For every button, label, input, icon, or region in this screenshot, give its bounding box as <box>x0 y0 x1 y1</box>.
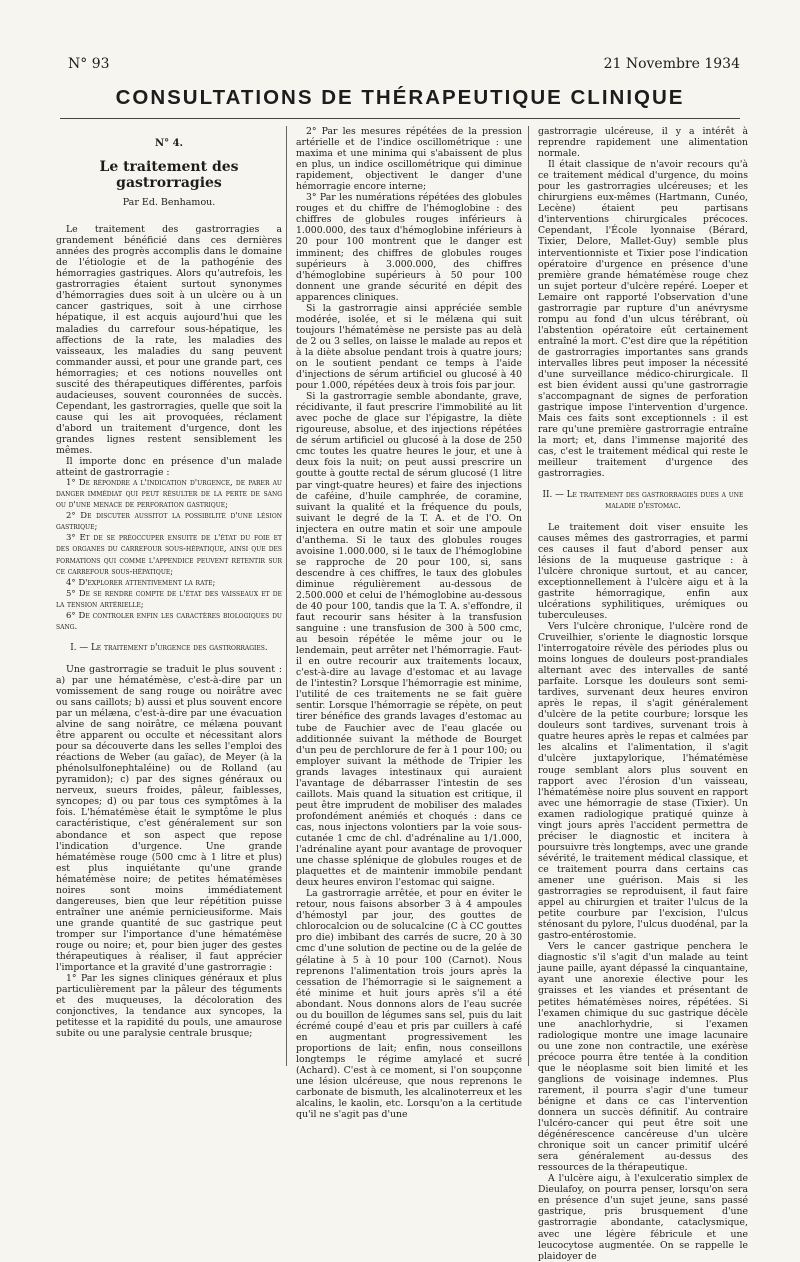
paragraph: Vers l'ulcère chronique, l'ulcère rond de Cruveilhier, s'oriente le diagnostic lorsque l'interrogatoire révèle des périodes plus ou moins longues de douleurs post-prandiales alternant avec des intervalles de santé parfaite. Lorsque les douleurs sont semi-tardives, survenant deux heures environ après le repas, il s'agit généralement d'ulcère de la petite courbure; lorsque les douleurs sont tardives, survenant trois à quatre heures après le repas et calmées par les alcalins et l'alimentation, il s'agit d'ulcère juxtapylorique, l'hématémèse rouge semblant alors plus souvent en rapport avec l'érosion d'un vaisseau, l'hématémèse noire plus souvent en rapport avec une hémorragie de stase (Tixier). Un examen radiologique pratiqué quinze à vingt jours après l'accident permettra de préciser le diagnostic et incitera à poursuivre très longtemps, avec une grande sévérité, le traitement médical classique, et ce traitement pourra dans certains cas amener une guérison. Mais si les gastrorragies se reproduisent, il faut faire appel au chirurgien et traiter l'ulcus de la petite courbure par l'excision, l'ulcus sténosant du pylore, l'ulcus duodénal, par la gastro-entérostomie. <box>538 620 748 942</box>
column-divider-2 <box>528 126 529 1066</box>
list-item: 1° De répondre a l'indication d'urgence, de parer au danger immédiat qui peut résulter de la perte de sang ou d'une menace de perforation gastrique; <box>56 478 282 511</box>
paragraph: Si la gastrorragie semble abondante, grave, récidivante, il faut prescrire l'immobilité au lit avec poche de glace sur l'épigastre, la diète rigoureuse, absolue, et des injections répétées de sérum artificiel ou glucosé à la dose de 250 cmc toutes les quatre heures le jour, et une à deux fois la nuit; on peut aussi prescrire un goutte à goutte rectal de sérum glucosé (1 litre par vingt-quatre heures) et faire des injections de caféine, d'huile camphrée, de coramine, suivant la qualité et la fréquence du pouls, suivant le degré de la T. A. et de l'O. On injectera en outre matin et soir une ampoule d'anthema. Si le taux des globules rouges avoisine 1.000.000, si le taux de l'hémoglobine se rapproche de 20 pour 100, si, sans descendre à ces chiffres, le taux des globules diminue régulièrement au-dessous de 2.500.000 et celui de l'hémoglobine au-dessous de 40 pour 100, tandis que la T. A. s'effondre, il faut recourir sans hésiter à la transfusion sanguine : une transfusion de 300 à 500 cmc, au besoin répétée le même jour ou le lendemain, peut arrêter net l'hémorragie. Faut-il en outre recourir aux traitements locaux, c'est-à-dire au lavage d'estomac et au lavage de l'intestin? Lorsque l'hémorragie est minime, l'utilité de ces traitements ne se fait guère sentir. Lorsque l'hémorragie se répète, on peut tirer bénéfice des grands lavages d'estomac au tube de Fauchier avec de l'eau glacée ou additionnée suivant la méthode de Bourget d'un peu de perchlorure de fer à 1 pour 100; ou employer suivant la méthode de Tripier les grands lavages intestinaux qui auraient l'avantage de débarrasser l'intestin de ses caillots. Mais quand la situation est critique, il peut être imprudent de mobiliser des malades profondément anémiés et choqués : dans ce cas, nous injectons volontiers par la voie sous-cutanée 1 cmc de chl. d'adrénaline au 1/1.000, l'adrénaline ayant pour avantage de provoquer une chasse splénique de globules rouges et de plaquettes et de maintenir immobile pendant deux heures environ l'estomac qui saigne. <box>296 391 522 889</box>
paragraph: 1° Par les signes cliniques généraux et plus particulièrement par la pâleur des téguments et des muqueuses, la décoloration des conjonctives, la tendance aux syncopes, la petitesse et la rapidité du pouls, une amaurose subite ou une paralysie centrale brusque; <box>56 973 282 1040</box>
paragraph: 2° Par les mesures répétées de la pression artérielle et de l'indice oscillométrique : une maxima et une minima qui s'abaissent de plus en plus, un indice oscillométrique qui diminue rapidement, objectivent le danger d'une hémorragie encore interne; <box>296 126 522 193</box>
paragraph: Il importe donc en présence d'un malade atteint de gastrorragie : <box>56 456 282 479</box>
list-item: 4° D'explorer attentivement la rate; <box>66 577 216 588</box>
article-title: Le traitement des gastrorragies <box>99 159 239 192</box>
paragraph: Le traitement doit viser ensuite les causes mêmes des gastrorragies, et parmi ces causes il faut d'abord penser aux lésions de la muqueuse gastrique : à l'ulcère chronique surtout, et au cancer, exceptionnellement à l'ulcère aigu et à la gastrite hémorragique, enfin aux ulcérations syphilitiques, urémiques ou tuberculeuses. <box>538 521 748 621</box>
issue-date: 21 Novembre 1934 <box>603 56 740 72</box>
section-heading-1: I. — Le traitement d'urgence des gastrorragies. <box>70 642 268 653</box>
column-divider-1 <box>286 126 287 1066</box>
title-rule <box>60 118 740 119</box>
section-heading-2: II. — Le traitement des gastrorragies dues a une maladie d'estomac. <box>542 489 744 511</box>
column-2 <box>296 126 522 1121</box>
list-item: 2° De discuter aussitot la possibilité d'une lésion gastrique; <box>56 511 282 533</box>
list-item: 5° De se rendre compte de l'état des vaisseaux et de la tension artérielle; <box>56 588 282 610</box>
paragraph: Une gastrorragie se traduit le plus souvent : a) par une hématémèse, c'est-à-dire par un vomissement de sang rouge ou noirâtre avec ou sans caillots; b) aussi et plus souvent encore par un mélæna, c'est-à-dire par une évacuation alvine de sang noirâtre, ce mélæna pouvant être apparent ou occulte et nécessitant alors pour sa découverte dans les selles l'emploi des réactions de Weber (au gaïac), de Meyer (à la phénolsulfonephtaléine) ou de Rolland (au pyramidon); c) par des signes généraux ou nerveux, sueurs froides, pâleur, faiblesses, syncopes; d) ou par tous ces symptômes à la fois. L'hématémèse était le symptôme le plus caractéristique, c'est généralement sur son abondance et son aspect que repose l'indication d'urgence. Une grande hématémèse rouge (500 cmc à 1 litre et plus) est plus inquiétante qu'une grande hématémèse noire; de petites hématémèses noires sont moins immédiatement dangereuses, bien que leur répétition puisse entraîner une anémie pernicieusiforme. Mais une grande quantité de suc gastrique peut tromper sur l'importance d'une hématémèse rouge ou noire; et, pour bien juger des gestes thérapeutiques à réaliser, il faut apprécier l'importance et la gravité d'une gastrorragie : <box>56 663 282 974</box>
column-3 <box>538 126 748 1262</box>
paragraph: Il était classique de n'avoir recours qu'à ce traitement médical d'urgence, du moins pour les gastrorragies ulcéreuses; et les chirurgiens eux-mêmes (Hartmann, Cunéo, Lecène) étaient peu partisans d'interventions chirurgicales précoces. Cependant, l'École lyonnaise (Bérard, Tixier, Delore, Mallet-Guy) semble plus interventionniste et Tixier pose l'indication opératoire d'urgence en présence d'une première grande hématémèse rouge chez un sujet porteur d'ulcère repéré. Loeper et Lemaire ont rapporté l'observation d'une gastrorragie par rupture d'un anévrysme rompu au fond d'un ulcus térébrant, où l'abstention opératoire eût certainement entraîné la mort. C'est dire que la répétition de gastrorragies importantes sans grands intervalles libres peut imposer la nécessité d'une surveillance médico-chirurgicale. Il est bien évident aussi qu'une gastrorragie s'accompagnant de signes de perforation gastrique impose l'intervention d'urgence. Mais ces faits sont exceptionnels : il est rare qu'une première gastrorragie entraîne la mort; et, dans l'immense majorité des cas, c'est le traitement médical qui reste le meilleur traitement d'urgence des gastrorragies. <box>538 159 748 480</box>
paragraph: gastrorragie ulcéreuse, il y a intérêt à reprendre rapidement une alimentation normale. <box>538 126 748 160</box>
paragraph: La gastrorragie arrêtée, et pour en éviter le retour, nous faisons absorber 3 à 4 ampoules d'hémostyl par jour, des gouttes de chlorocalcion ou de solucalcine (C à CC gouttes pro die) imbibant des carrés de sucre, 20 à 30 cmc d'une solution de pectine ou de la gelée de gélatine à 5 à 10 pour 100 (Carnot). Nous reprenons l'alimentation trois jours après la cessation de l'hémorragie si le saignement a été minime et huit jours après s'il a été abondant. Nous donnons alors de l'eau sucrée ou du bouillon de légumes sans sel, puis du lait écrémé coupé d'eau et pris par cuillers à café en augmentant progressivement les proportions de lait; enfin, nous conseillons longtemps le régime amylacé et sucré (Achard). C'est à ce moment, si l'on soupçonne une lésion ulcéreuse, que nous reprenons le carbonate de bismuth, les alcalinoterreux et les alcalins, le kaolin, etc. Lorsqu'on a la certitude qu'il ne s'agit pas d'une <box>296 888 522 1121</box>
column-1 <box>56 126 282 1066</box>
list-item: 3° Et de se préoccuper ensuite de l'état du foie et des organes du carrefour sous-hépatique, ainsi que des formations qui comme l'appendice peuvent retentir sur ce carrefour sous-hépatique; <box>56 533 282 577</box>
article-number: N° 4. <box>154 138 184 149</box>
issue-number: N° 93 <box>68 56 110 72</box>
running-header <box>68 56 740 74</box>
paragraph: A l'ulcère aigu, à l'exulceratio simplex de Dieulafoy, on pourra penser, lorsqu'on sera en présence d'un sujet jeune, sans passé gastrique, pris brusquement d'une gastrorragie abondante, cataclysmique, avec une légère fébricule et une leucocytose augmentée. On se rappelle le plaidoyer de <box>538 1173 748 1262</box>
indication-list <box>56 478 282 633</box>
paragraph: 3° Par les numérations répétées des globules rouges et du chiffre de l'hémoglobine : des chiffres de globules rouges inférieurs à 1.000.000, des taux d'hémoglobine inférieurs à 20 pour 100 montrent que le danger est imminent; des chiffres de globules rouges supérieurs à 3.000.000, des chiffres d'hémoglobine supérieurs à 50 pour 100 donnent une grande sécurité en dépit des apparences cliniques. <box>296 192 522 303</box>
paragraph: Si la gastrorragie ainsi appréciée semble modérée, isolée, et si le mélæna qui suit toujours l'hématémèse ne persiste pas au delà de 2 ou 3 selles, on laisse le malade au repos et à la diète absolue pendant trois à quatre jours; on le soutient pendant ce temps à l'aide d'injections de sérum artificiel ou glucosé à 40 pour 1.000, répétées deux à trois fois par jour. <box>296 302 522 392</box>
article-byline: Par Ed. Benhamou. <box>122 197 216 209</box>
paragraph: Le traitement des gastrorragies a grandement bénéficié dans ces dernières années des progrès accomplis dans le domaine de l'étiologie et de la pathogénie des hémorragies gastriques. Alors qu'autrefois, les gastrorragies étaient surtout synonymes d'hémorragies dues soit à un ulcère ou à un cancer gastriques, soit à une cirrhose hépatique, il est acquis aujourd'hui que les maladies du carrefour sous-hépatique, les affections de la rate, les maladies des vaisseaux, les maladies du sang peuvent commander aussi, et pour une grande part, ces hémorragies; et ces notions nouvelles ont suscité des thérapeutiques différentes, parfois audacieuses, souvent couronnées de succès. Cependant, les gastrorragies, quelle que soit la cause qui les ait provoquées, réclament d'abord un traitement d'urgence, dont les grandes lignes restent sensiblement les mêmes. <box>56 224 282 457</box>
section-title: CONSULTATIONS DE THÉRAPEUTIQUE CLINIQUE <box>115 86 685 109</box>
paragraph: Vers le cancer gastrique penchera le diagnostic s'il s'agit d'un malade au teint jaune paille, ayant dépassé la cinquantaine, ayant une anorexie élective pour les graisses et les viandes et présentant de petites hématémèses noires, répétées. Si l'examen chimique du suc gastrique décèle une anachlorhydrie, si l'examen radiologique montre une image lacunaire ou une zone non contractile, une exérèse précoce pourra être tentée à la condition que le néoplasme soit bien limité et les ganglions de voisinage indemnes. Plus rarement, il pourra s'agir d'une tumeur bénigne et dans ce cas l'intervention donnera un succès définitif. Au contraire l'ulcéro-cancer qui peut être soit une dégénérescence cancéreuse d'un ulcère chronique soit un cancer primitif ulcéré sera généralement au-dessus des ressources de la thérapeutique. <box>538 941 748 1174</box>
list-item: 6° De controler enfin les caractères biologiques du sang. <box>56 610 282 632</box>
